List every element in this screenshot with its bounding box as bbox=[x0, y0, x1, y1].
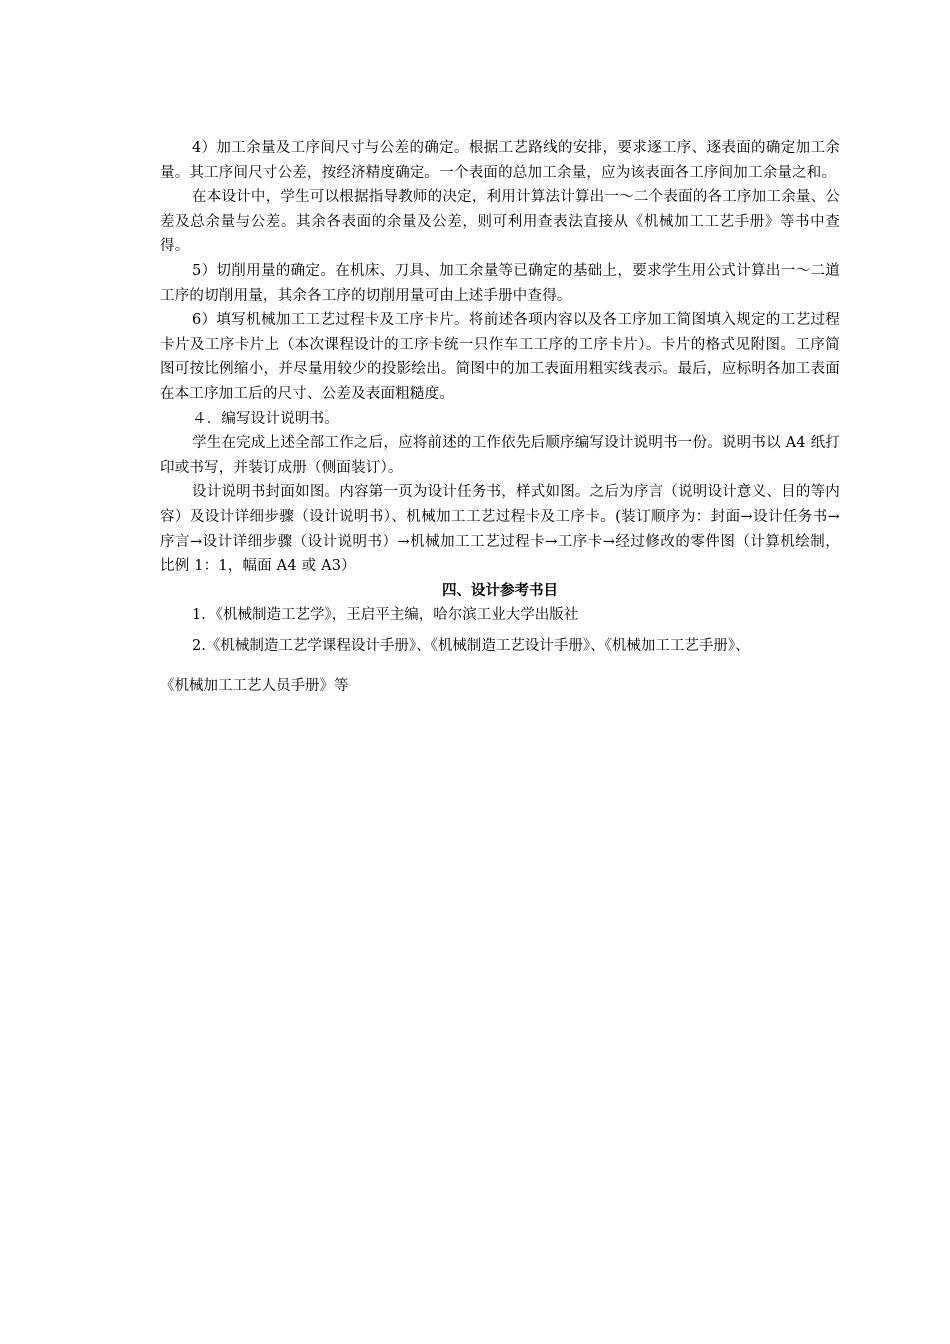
reference-item-2: 2.《机械制造工艺学课程设计手册》、《机械制造工艺设计手册》、《机械加工工艺手册》、 bbox=[192, 637, 750, 654]
paragraph-machining-allowance: 4）加工余量及工序间尺寸与公差的确定。根据工艺路线的安排，要求逐工序、逐表面的确定加工余量。其工序间尺寸公差，按经济精度确定。一个表面的总加工余量，应为该表面各工序间加工余量之和。 bbox=[160, 140, 840, 181]
paragraph-manual-cover: 设计说明书封面如图。内容第一页为设计任务书，样式如图。之后为序言（说明设计意义、目的等内容）及设计详细步骤（设计说明书）、机械加工工艺过程卡及工序卡。(装订顺序为：封面→设计任务书→序言→设计详细步骤（设计说明书）→机械加工工艺过程卡→工序卡→经过修改的零件图（计算机绘制，比例 1：1，幅面 A4 或 A3） bbox=[160, 484, 840, 575]
paragraph-calculation-method: 在本设计中，学生可以根据指导教师的决定，利用计算法计算出一～二个表面的各工序加工余量、公差及总余量与公差。其余各表面的余量及公差，则可利用查表法直接从《机械加工工艺手册》等书中查得。 bbox=[160, 189, 840, 255]
reference-item-2-continuation: 《机械加工工艺人员手册》等 bbox=[160, 678, 349, 695]
reference-item-1: 1．《机械制造工艺学》，王启平主编，哈尔滨工业大学出版社 bbox=[192, 607, 579, 624]
paragraph-write-manual-title: ４．编写设计说明书。 bbox=[192, 410, 339, 427]
document-page bbox=[160, 136, 840, 699]
paragraph-write-manual: 学生在完成上述全部工作之后，应将前述的工作依先后顺序编写设计说明书一份。说明书以 A4 纸打印或书写，并装订成册（侧面装订）。 bbox=[160, 435, 840, 476]
paragraph-cutting-parameters: 5）切削用量的确定。在机床、刀具、加工余量等已确定的基础上，要求学生用公式计算出一～二道工序的切削用量，其余各工序的切削用量可由上述手册中查得。 bbox=[160, 262, 840, 304]
section-heading-references: 四、设计参考书目 bbox=[442, 582, 558, 599]
paragraph-process-cards: 6）填写机械加工工艺过程卡及工序卡片。将前述各项内容以及各工序加工简图填入规定的工艺过程卡片及工序卡片上（本次课程设计的工序卡统一只作车工工序的工序卡片）。卡片的格式见附图。工序简图可按比例缩小，并尽量用较少的投影绘出。简图中的加工表面用粗实线表示。最后，应标明各加工表面在本工序加工后的尺寸、公差及表面粗糙度。 bbox=[160, 312, 840, 402]
